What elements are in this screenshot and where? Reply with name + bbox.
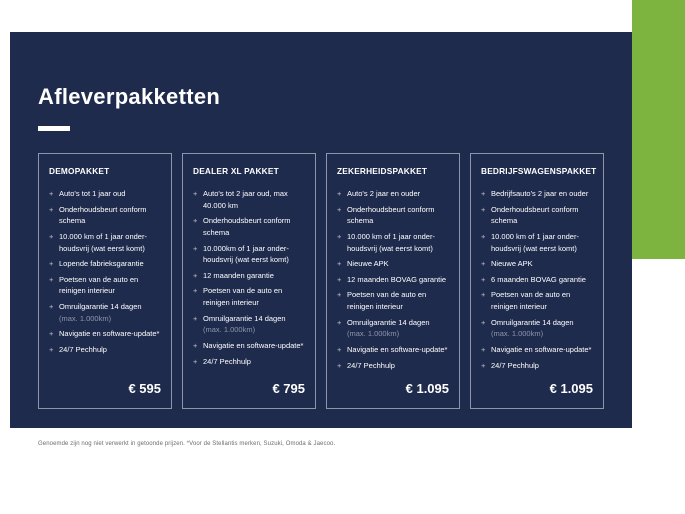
feature-list — [193, 188, 305, 371]
feature-item — [49, 188, 161, 200]
feature-item — [193, 285, 305, 308]
plus-icon: + — [49, 329, 54, 339]
page-title: Afleverpakketten — [38, 84, 221, 109]
feature-item — [337, 204, 449, 227]
plus-icon: + — [337, 231, 342, 241]
feature-text: Onderhoudsbeurt conform schema — [203, 216, 291, 237]
feature-item — [337, 274, 449, 286]
plus-icon: + — [337, 274, 342, 284]
plus-icon: + — [49, 274, 54, 284]
plus-icon: + — [481, 204, 486, 214]
feature-text: 10.000 km of 1 jaar onder-houdsvrij (wat eerst komt) — [347, 231, 435, 253]
feature-item — [193, 243, 305, 266]
feature-item — [49, 274, 161, 297]
feature-item — [49, 258, 161, 270]
feature-text: 10.000km of 1 jaar onder-houdsvrij (wat eerst komt) — [203, 243, 289, 265]
plus-icon: + — [49, 189, 54, 198]
feature-list — [481, 188, 593, 375]
package-card — [326, 153, 460, 409]
feature-note: (max. 1.000km) — [59, 313, 112, 323]
feature-item — [49, 204, 161, 227]
plus-icon: + — [337, 360, 342, 370]
feature-text: Nieuwe APK — [491, 259, 533, 269]
feature-item — [481, 231, 593, 254]
feature-text: Navigatie en software-update* — [491, 344, 592, 354]
plus-icon: + — [337, 189, 342, 198]
feature-item — [49, 231, 161, 254]
feature-note: (max. 1.000km) — [491, 329, 544, 339]
package-name: DEALER XL PAKKET — [193, 166, 279, 176]
plus-icon: + — [337, 290, 342, 300]
plus-icon: + — [481, 189, 486, 198]
feature-text: Omruilgarantie 14 dagen — [59, 302, 142, 311]
package-price: € 795 — [272, 381, 305, 396]
plus-icon: + — [193, 286, 198, 296]
feature-text: Navigatie en software-update* — [59, 329, 160, 339]
feature-note: (max. 1.000km) — [347, 329, 400, 339]
feature-text: 24/7 Pechhulp — [59, 344, 107, 354]
package-name: ZEKERHEIDSPAKKET — [337, 166, 428, 176]
feature-text: Navigatie en software-update* — [203, 340, 304, 350]
feature-item — [49, 328, 161, 340]
plus-icon: + — [193, 356, 198, 366]
feature-text: Poetsen van de auto en reinigen interieur — [347, 290, 427, 311]
feature-text: Onderhoudsbeurt conform schema — [59, 204, 147, 226]
plus-icon: + — [49, 302, 54, 311]
plus-icon: + — [481, 317, 486, 327]
plus-icon: + — [49, 204, 54, 214]
feature-text: Omruilgarantie 14 dagen — [203, 313, 286, 323]
feature-text: 24/7 Pechhulp — [347, 360, 395, 370]
plus-icon: + — [49, 344, 54, 354]
feature-item — [193, 356, 305, 368]
feature-text: 12 maanden BOVAG garantie — [347, 274, 447, 284]
plus-icon: + — [481, 290, 486, 300]
feature-text: Auto's tot 2 jaar oud, max 40.000 km — [203, 189, 288, 210]
feature-text: 6 maanden BOVAG garantie — [491, 274, 586, 284]
feature-item — [481, 204, 593, 227]
feature-item — [337, 188, 449, 200]
feature-text: Omruilgarantie 14 dagen — [347, 317, 430, 327]
feature-item — [337, 289, 449, 312]
plus-icon: + — [193, 313, 198, 323]
package-price: € 1.095 — [549, 381, 593, 396]
plus-icon: + — [481, 360, 486, 370]
plus-icon: + — [49, 259, 54, 269]
feature-list — [49, 188, 161, 360]
package-price: € 1.095 — [405, 381, 449, 396]
feature-text: 12 maanden garantie — [203, 270, 274, 280]
feature-item — [193, 313, 305, 336]
plus-icon: + — [481, 259, 486, 269]
feature-item — [337, 317, 449, 340]
feature-text: Bedrijfsauto's 2 jaar en ouder — [491, 189, 589, 198]
feature-text: Lopende fabrieksgarantie — [59, 259, 144, 269]
feature-item — [49, 344, 161, 356]
plus-icon: + — [481, 344, 486, 354]
feature-item — [193, 340, 305, 352]
package-cards — [38, 153, 604, 409]
plus-icon: + — [193, 216, 198, 226]
feature-text: Poetsen van de auto en reinigen interieur — [203, 286, 283, 307]
footnote: Genoemde zijn nog niet verwerkt in getoonde prijzen. *Voor de Stellantis merken, Suzuki, Omoda & Jaecoo. — [38, 441, 336, 447]
feature-item — [193, 270, 305, 282]
package-name: BEDRIJFSWAGENSPAKKET — [481, 166, 597, 176]
feature-text: Poetsen van de auto en reinigen interieur — [59, 274, 139, 296]
plus-icon: + — [481, 274, 486, 284]
feature-item — [337, 360, 449, 372]
feature-text: Auto's 2 jaar en ouder — [347, 189, 421, 198]
feature-item — [337, 231, 449, 254]
feature-item — [481, 360, 593, 372]
feature-item — [337, 258, 449, 270]
feature-item — [481, 317, 593, 340]
feature-text: Onderhoudsbeurt conform schema — [491, 204, 579, 226]
feature-text: Auto's tot 1 jaar oud — [59, 189, 126, 198]
plus-icon: + — [337, 204, 342, 214]
feature-item — [193, 215, 305, 238]
feature-text: Omruilgarantie 14 dagen — [491, 317, 574, 327]
feature-note: (max. 1.000km) — [203, 325, 256, 335]
feature-item — [49, 301, 161, 324]
plus-icon: + — [193, 189, 198, 198]
plus-icon: + — [337, 259, 342, 269]
plus-icon: + — [193, 340, 198, 350]
feature-text: Poetsen van de auto en reinigen interieur — [491, 290, 571, 311]
feature-item — [481, 344, 593, 356]
plus-icon: + — [49, 231, 54, 241]
feature-text: 10.000 km of 1 jaar onder-houdsvrij (wat eerst komt) — [491, 231, 579, 253]
feature-text: Onderhoudsbeurt conform schema — [347, 204, 435, 226]
package-price: € 595 — [128, 381, 161, 396]
feature-item — [481, 258, 593, 270]
feature-item — [481, 274, 593, 286]
feature-text: 10.000 km of 1 jaar onder-houdsvrij (wat eerst komt) — [59, 231, 147, 253]
feature-text: Navigatie en software-update* — [347, 344, 448, 354]
feature-item — [337, 344, 449, 356]
plus-icon: + — [337, 317, 342, 327]
feature-text: Nieuwe APK — [347, 259, 389, 269]
feature-text: 24/7 Pechhulp — [203, 356, 251, 366]
navy-panel — [10, 32, 632, 428]
feature-text: 24/7 Pechhulp — [491, 360, 539, 370]
package-card — [182, 153, 316, 409]
feature-list — [337, 188, 449, 375]
feature-item — [481, 188, 593, 200]
plus-icon: + — [193, 243, 198, 253]
title-underline — [38, 126, 70, 131]
green-accent-bar — [632, 0, 685, 259]
plus-icon: + — [193, 270, 198, 280]
feature-item — [481, 289, 593, 312]
plus-icon: + — [337, 344, 342, 354]
feature-item — [193, 188, 305, 211]
package-name: DEMOPAKKET — [49, 166, 110, 176]
plus-icon: + — [481, 231, 486, 241]
package-card — [38, 153, 172, 409]
package-card — [470, 153, 604, 409]
